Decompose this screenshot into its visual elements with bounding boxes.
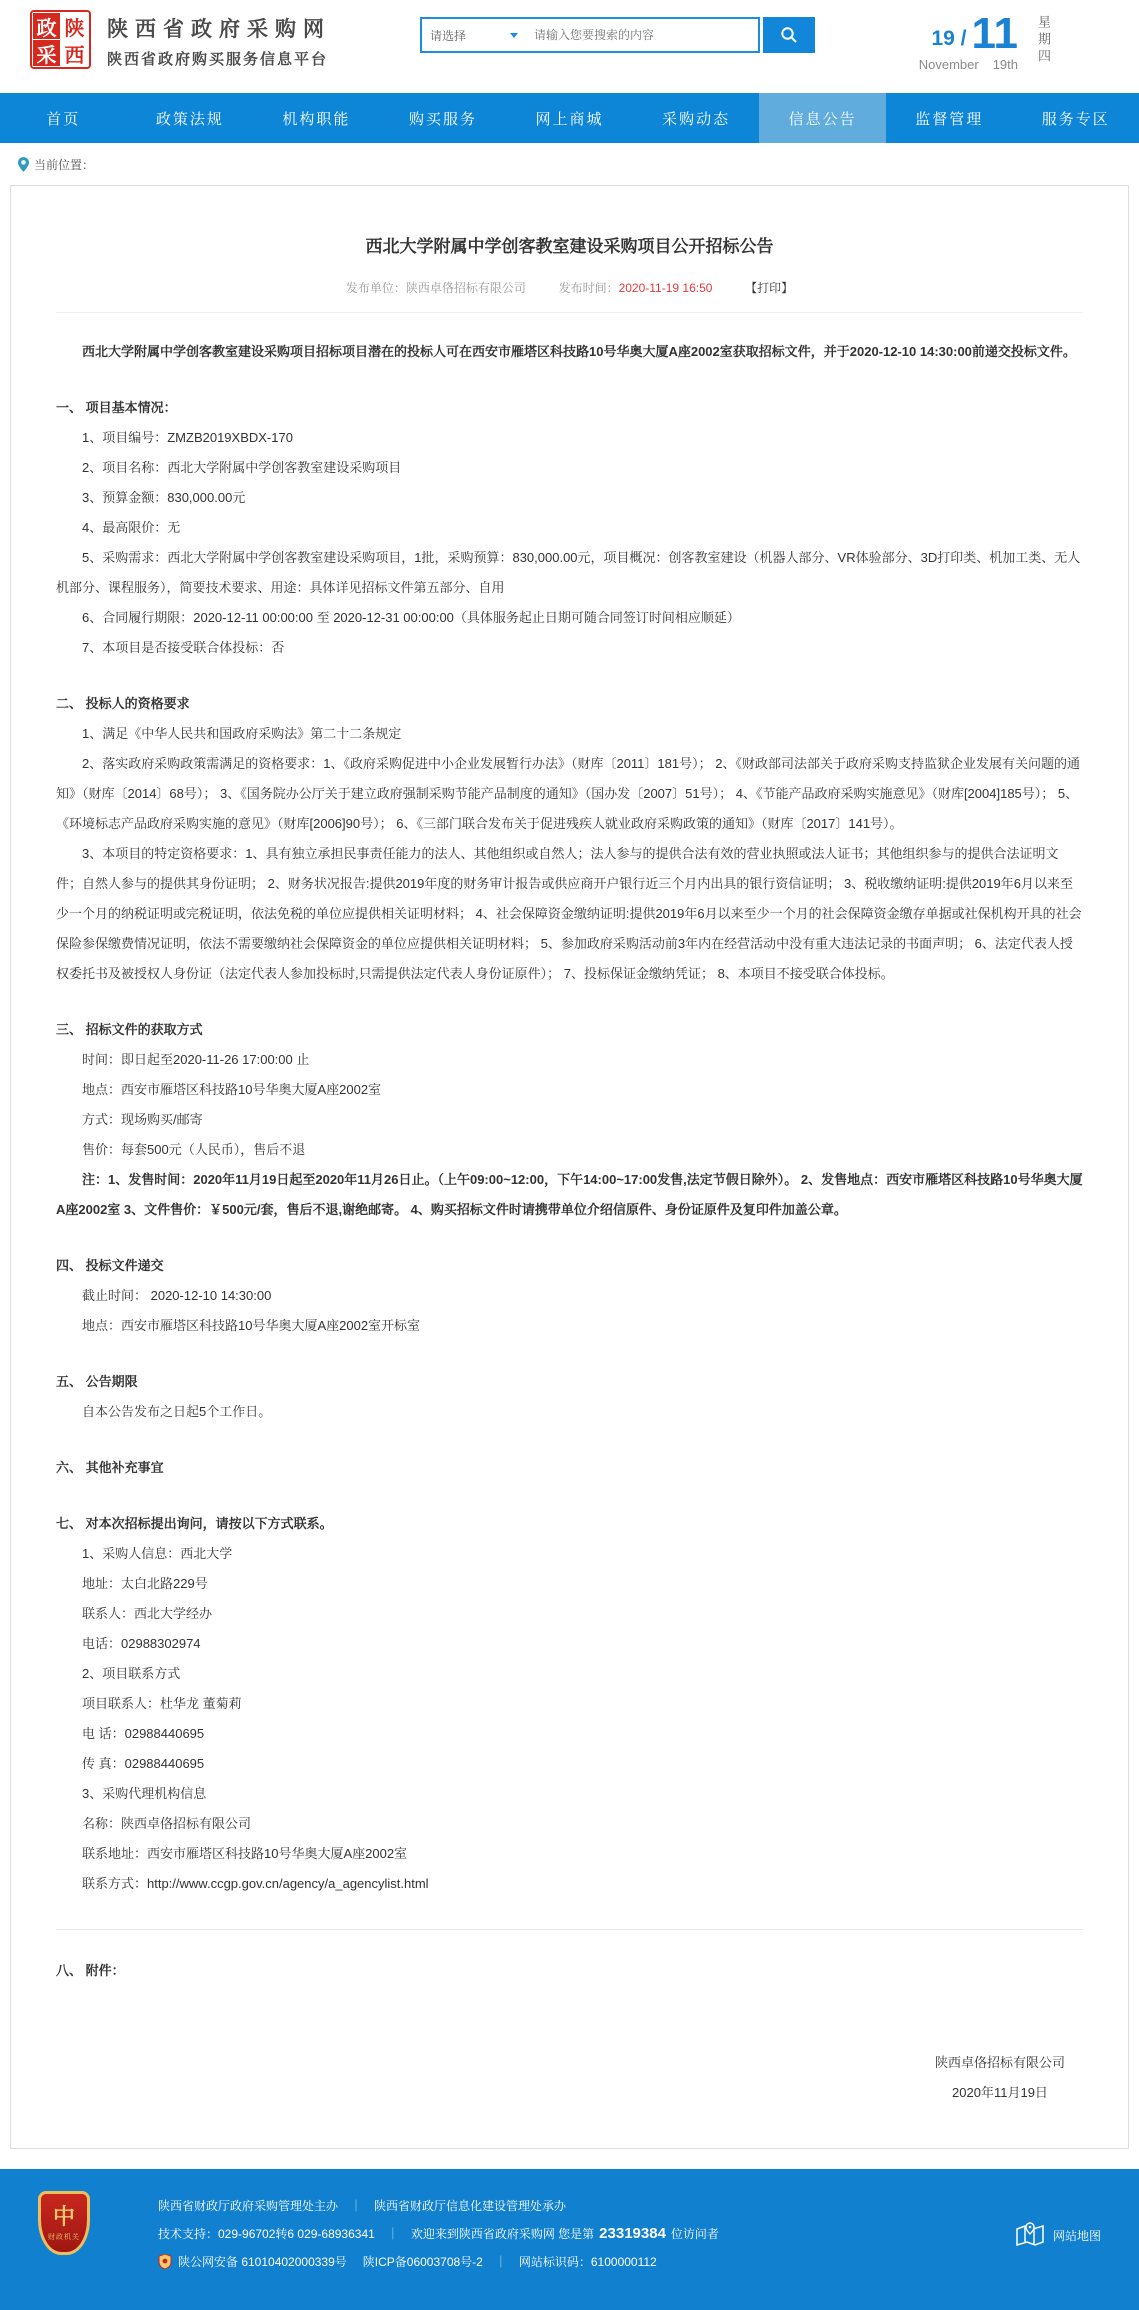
- footer-undertaker: 陕西省财政厅信息化建设管理处承办: [374, 2197, 566, 2214]
- publisher-label: 发布单位：: [346, 281, 406, 295]
- date-day-ordinal: 19th: [993, 57, 1018, 72]
- location-pin-icon: [18, 157, 29, 172]
- section-paragraph: 2、项目名称：西北大学附属中学创客教室建设采购项目: [56, 453, 1083, 483]
- section-heading: 三、 招标文件的获取方式: [56, 1015, 1083, 1045]
- section-paragraph: 自本公告发布之日起5个工作日。: [56, 1397, 1083, 1427]
- badge-label: 财政机关: [48, 2232, 80, 2242]
- date-day-prefix: 19 /: [931, 27, 966, 56]
- article-signature: [56, 2048, 1083, 2108]
- sitemap-label: 网站地图: [1053, 2227, 1101, 2244]
- site-logo: [30, 10, 331, 69]
- seal-char: 西: [61, 40, 88, 66]
- footer-security-record[interactable]: 陕公网安备 61010402000339号: [178, 2253, 347, 2270]
- chevron-down-icon: [510, 33, 518, 38]
- breadcrumb-label: 当前位置：: [34, 156, 94, 173]
- logo-seal-icon: [30, 10, 91, 69]
- nav-item-purchase-service[interactable]: 购买服务: [380, 93, 507, 143]
- section-heading: 二、 投标人的资格要求: [56, 689, 1083, 719]
- date-weekday: 星期四: [1034, 12, 1053, 66]
- footer-separator: ｜: [387, 2225, 399, 2242]
- section-paragraph: 2、落实政府采购政策需满足的资格要求：1、《政府采购促进中小企业发展暂行办法》（财库〔2011〕181号）； 2、《财政部司法部关于政府采购支持监狱企业发展有关问题的通知》（财库〔2014〕68号）； 3、《国务院办公厅关于建立政府强制采购节能产品制度的通知》（国办发〔2007〕51号）； 4、《节能产品政府采购实施意见》（财库[2004]185号）； 5、《环境标志产品政府采购实施的意见》（财库[2006]90号）； 6、《三部门联合发布关于促进残疾人就业政府采购政策的通知》（财库〔2017〕141号）。: [56, 749, 1083, 839]
- publish-time-label: 发布时间：: [559, 281, 619, 295]
- nav-item-policy[interactable]: 政策法规: [127, 93, 254, 143]
- section-paragraph: 地点：西安市雁塔区科技路10号华奥大厦A座2002室: [56, 1075, 1083, 1105]
- section-paragraph: 联系人：西北大学经办: [56, 1599, 1083, 1629]
- nav-item-home[interactable]: 首页: [0, 93, 127, 143]
- section-paragraph: 电话：02988302974: [56, 1629, 1083, 1659]
- sitemap-map-icon: [1015, 2221, 1045, 2249]
- intro-paragraph: 西北大学附属中学创客教室建设采购项目招标项目潜在的投标人可在西安市雁塔区科技路10号华奥大厦A座2002室获取招标文件，并于2020-12-10 14:30:00前递交投标文件。: [56, 337, 1083, 367]
- meta-divider: [56, 312, 1083, 313]
- article-meta: [56, 279, 1083, 296]
- footer-separator: ｜: [495, 2253, 507, 2270]
- finance-authority-badge-icon: [38, 2191, 90, 2255]
- public-security-badge-icon: [158, 2254, 172, 2269]
- site-footer: [0, 2169, 1139, 2310]
- nav-item-announcements[interactable]: 信息公告: [759, 93, 886, 143]
- search-category-select[interactable]: [422, 19, 526, 51]
- search-button[interactable]: [763, 17, 815, 53]
- section-paragraph: 3、预算金额：830,000.00元: [56, 483, 1083, 513]
- section-paragraph: 项目联系人：杜华龙 董菊莉: [56, 1689, 1083, 1719]
- footer-welcome: 欢迎来到陕西省政府采购网 您是第: [411, 2225, 594, 2242]
- nav-item-procurement-news[interactable]: 采购动态: [633, 93, 760, 143]
- seal-char: 陕: [61, 13, 88, 39]
- publisher-name: 陕西卓佫招标有限公司: [406, 281, 526, 295]
- nav-item-service-zone[interactable]: 服务专区: [1013, 93, 1139, 143]
- footer-line-sponsors: [158, 2191, 1139, 2219]
- section-heading: 五、 公告期限: [56, 1367, 1083, 1397]
- search-select-label: 请选择: [430, 27, 466, 44]
- footer-separator: ｜: [350, 2197, 362, 2214]
- section-paragraph: 截止时间： 2020-12-10 14:30:00: [56, 1281, 1083, 1311]
- date-month-name: November: [919, 57, 979, 72]
- signature-date: 2020年11月19日: [935, 2078, 1065, 2108]
- footer-visitor-suffix: 位访问者: [671, 2225, 719, 2242]
- section-paragraph: 3、本项目的特定资格要求：1、具有独立承担民事责任能力的法人、其他组织或自然人；法人参与的提供合法有效的营业执照或法人证书；其他组织参与的提供合法证明文件；自然人参与的提供其身份证明； 2、财务状况报告:提供2019年度的财务审计报告或供应商开户银行近三个月内出具的银行资信证明； 3、税收缴纳证明:提供2019年6月以来至少一个月的纳税证明或完税证明，依法免税的单位应提供相关证明材料； 4、社会保障资金缴纳证明:提供2019年6月以来至少一个月的社会保障资金缴存单据或社保机构开具的社会保险参保缴费情况证明，依法不需要缴纳社会保障资金的单位应提供相关证明材料； 5、参加政府采购活动前3年内在经营活动中没有重大违法记录的书面声明； 6、法定代表人授权委托书及被授权人身份证（法定代表人参加投标时,只需提供法定代表人身份证原件）； 7、投标保证金缴纳凭证； 8、本项目不接受联合体投标。: [56, 839, 1083, 989]
- article-body: [56, 337, 1083, 1986]
- search-icon: [780, 26, 798, 44]
- section-paragraph: 地址：太白北路229号: [56, 1569, 1083, 1599]
- footer-line-support: [158, 2219, 1139, 2247]
- nav-item-online-mall[interactable]: 网上商城: [506, 93, 633, 143]
- page-title: 西北大学附属中学创客教室建设采购项目公开招标公告: [56, 232, 1083, 257]
- footer-site-code: 网站标识码：6100000112: [519, 2253, 657, 2270]
- attachment-divider: [56, 1929, 1083, 1930]
- section-paragraph: 3、采购代理机构信息: [56, 1779, 1083, 1809]
- section-paragraph: 传 真：02988440695: [56, 1749, 1083, 1779]
- section-paragraph: 1、满足《中华人民共和国政府采购法》第二十二条规定: [56, 719, 1083, 749]
- publish-time: 2020-11-19 16:50: [619, 281, 713, 295]
- breadcrumb: [0, 143, 1139, 185]
- brand-subtitle: 陕西省政府购买服务信息平台: [107, 48, 331, 69]
- brand-title: 陕西省政府采购网: [107, 13, 331, 43]
- section-heading: 八、 附件：: [56, 1956, 1083, 1986]
- section-heading: 七、 对本次招标提出询问，请按以下方式联系。: [56, 1509, 1083, 1539]
- sitemap-link[interactable]: [1015, 2221, 1101, 2249]
- search-input[interactable]: [526, 19, 758, 51]
- date-month-number: 11: [971, 12, 1018, 56]
- section-paragraph: 4、最高限价：无: [56, 513, 1083, 543]
- footer-icp-record[interactable]: 陕ICP备06003708号-2: [363, 2253, 483, 2270]
- section-heading: 一、 项目基本情况：: [56, 393, 1083, 423]
- section-paragraph: 售价：每套500元（人民币），售后不退: [56, 1135, 1083, 1165]
- section-heading: 六、 其他补充事宜: [56, 1453, 1083, 1483]
- section-paragraph: 1、项目编号：ZMZB2019XBDX-170: [56, 423, 1083, 453]
- nav-item-supervision[interactable]: 监督管理: [886, 93, 1013, 143]
- section-heading: 四、 投标文件递交: [56, 1251, 1083, 1281]
- section-paragraph: 5、采购需求：西北大学附属中学创客教室建设采购项目，1批，采购预算：830,000.00元，项目概况：创客教室建设（机器人部分、VR体验部分、3D打印类、机加工类、无人机部分、课程服务），简要技术要求、用途：具体详见招标文件第五部分、自用: [56, 543, 1083, 603]
- section-paragraph: 电 话：02988440695: [56, 1719, 1083, 1749]
- nav-item-functions[interactable]: 机构职能: [253, 93, 380, 143]
- article-sections: [56, 393, 1083, 1986]
- section-paragraph: 联系方式：http://www.ccgp.gov.cn/agency/a_agencylist.html: [56, 1869, 1083, 1899]
- footer-host: 陕西省财政厅政府采购管理处主办: [158, 2197, 338, 2214]
- site-header: [0, 0, 1139, 93]
- signature-company: 陕西卓佫招标有限公司: [935, 2048, 1065, 2078]
- section-paragraph: 注：1、发售时间：2020年11月19日起至2020年11月26日止。（上午09:00~12:00，下午14:00~17:00发售,法定节假日除外）。 2、发售地点：西安市雁塔区科技路10号华奥大厦A座2002室 3、文件售价：￥500元/套，售后不退,谢绝邮寄。 4、购买招标文件时请携带单位介绍信原件、身份证原件及复印件加盖公章。: [56, 1165, 1083, 1225]
- announcement-card: [10, 185, 1129, 2149]
- section-paragraph: 6、合同履行期限：2020-12-11 00:00:00 至 2020-12-31 00:00:00（具体服务起止日期可随合同签订时间相应顺延）: [56, 603, 1083, 633]
- section-paragraph: 联系地址：西安市雁塔区科技路10号华奥大厦A座2002室: [56, 1839, 1083, 1869]
- seal-char: 采: [33, 40, 60, 66]
- section-paragraph: 名称：陕西卓佫招标有限公司: [56, 1809, 1083, 1839]
- visitor-count: 23319384: [599, 2225, 666, 2242]
- section-paragraph: 7、本项目是否接受联合体投标：否: [56, 633, 1083, 663]
- section-paragraph: 1、采购人信息：西北大学: [56, 1539, 1083, 1569]
- search-bar: [420, 17, 815, 53]
- section-paragraph: 地点：西安市雁塔区科技路10号华奥大厦A座2002室开标室: [56, 1311, 1083, 1341]
- footer-line-registration: [158, 2247, 1139, 2275]
- section-paragraph: 2、项目联系方式: [56, 1659, 1083, 1689]
- footer-tech-support: 技术支持：029-96702转6 029-68936341: [158, 2225, 375, 2242]
- main-nav: [0, 93, 1139, 143]
- print-button[interactable]: 【打印】: [745, 281, 793, 295]
- section-paragraph: 方式：现场购买/邮寄: [56, 1105, 1083, 1135]
- section-paragraph: 时间：即日起至2020-11-26 17:00:00 止: [56, 1045, 1083, 1075]
- seal-char: 政: [33, 13, 60, 39]
- date-widget: [919, 12, 1091, 72]
- badge-emblem: 中: [53, 2205, 75, 2229]
